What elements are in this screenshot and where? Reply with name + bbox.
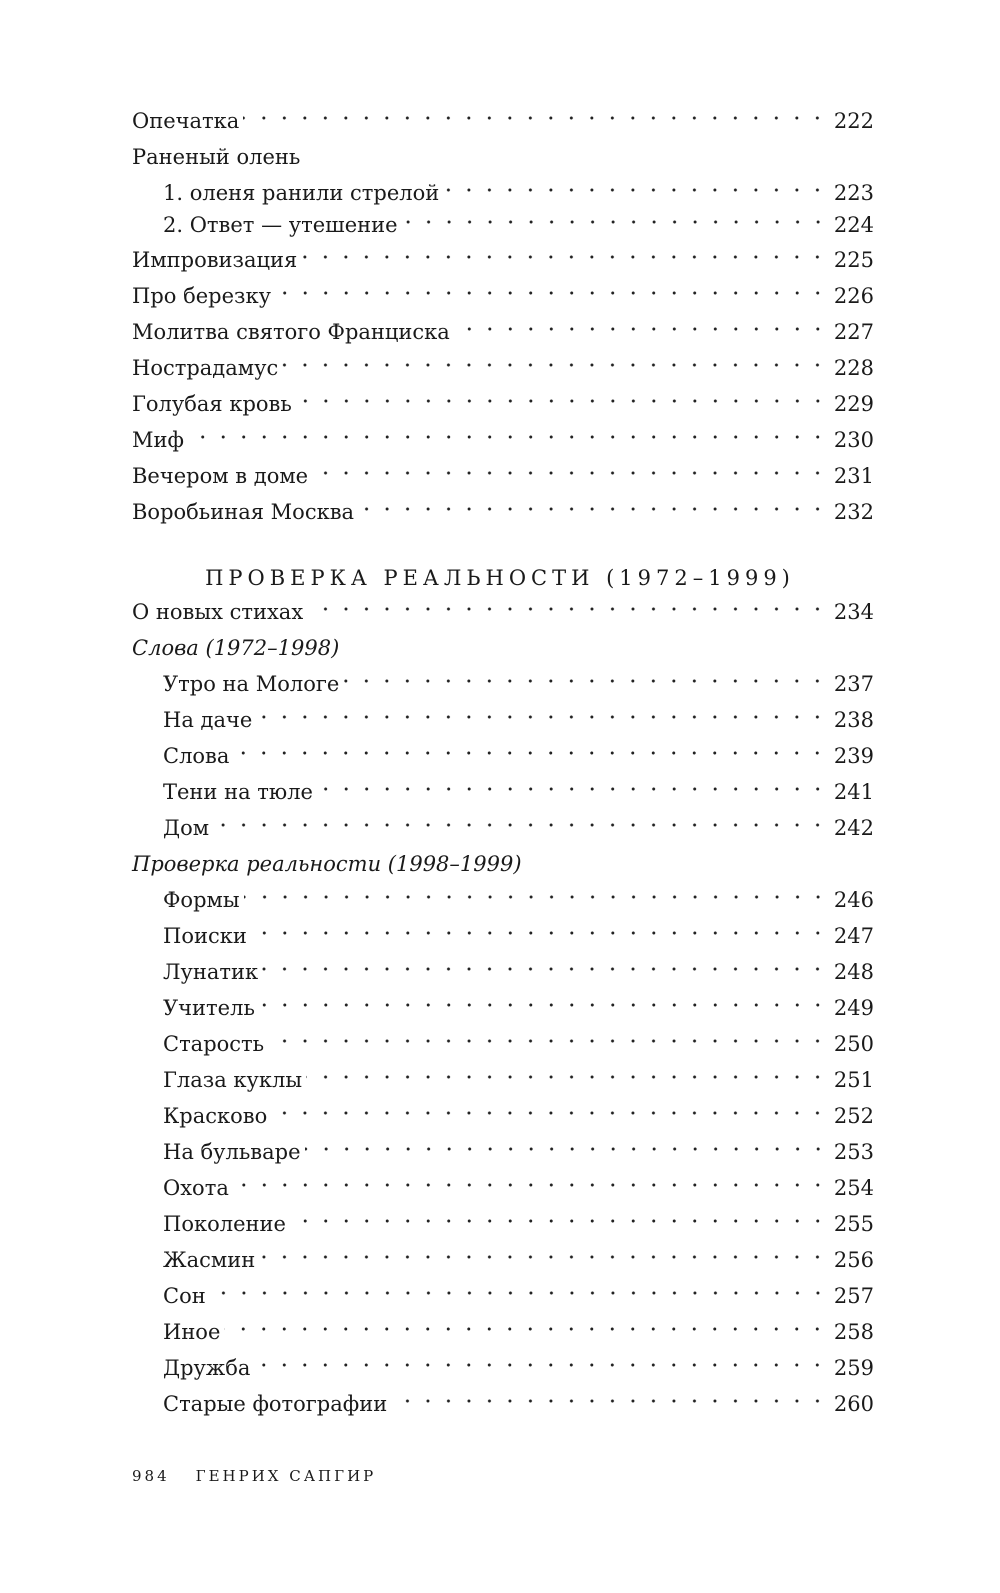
entry-page: 230: [833, 428, 874, 452]
entry-page: 234: [833, 600, 874, 624]
toc-entry: [163, 1173, 874, 1203]
entry-title: Дружба: [163, 1356, 251, 1380]
toc-entry: [132, 281, 874, 311]
entry-title: Учитель: [163, 996, 255, 1020]
entry-page: 232: [833, 500, 874, 524]
entry-page: 256: [833, 1248, 874, 1272]
entry-title: 1. оленя ранили стрелой: [163, 181, 440, 205]
toc-entry: [163, 178, 874, 208]
toc-entry: [163, 210, 874, 240]
dot-leader: [290, 1209, 828, 1239]
toc-entry: [163, 885, 874, 915]
entry-page: 258: [833, 1320, 874, 1344]
dot-leader: [188, 425, 828, 455]
entry-title: Сон: [163, 1284, 206, 1308]
entry-title: Охота: [163, 1176, 229, 1200]
entry-page: 248: [833, 960, 874, 984]
toc-entry: [163, 921, 874, 951]
entry-page: 242: [833, 816, 874, 840]
entry-title: Опечатка: [132, 109, 240, 133]
section-heading: ПРОВЕРКА РЕАЛЬНОСТИ (1972–1999): [205, 566, 795, 590]
toc-entry: [163, 1101, 874, 1131]
toc-entry: [163, 1281, 874, 1311]
entry-page: 254: [833, 1176, 874, 1200]
entry-page: 229: [833, 392, 874, 416]
toc-entry: [163, 1389, 874, 1419]
entry-title: Голубая кровь: [132, 392, 292, 416]
entry-page: 227: [833, 320, 874, 344]
entry-title: Раненый олень: [132, 145, 301, 169]
dot-leader: [268, 1029, 828, 1059]
entry-page: 225: [833, 248, 874, 272]
dot-leader: [243, 106, 828, 136]
toc-entry: [132, 425, 874, 455]
entry-page: 259: [833, 1356, 874, 1380]
toc-entry: [132, 353, 874, 383]
entry-page: 252: [833, 1104, 874, 1128]
entry-title: Миф: [132, 428, 184, 452]
entry-title: Слова: [163, 744, 230, 768]
toc-entry: [163, 669, 874, 699]
entry-title: На бульваре: [163, 1140, 301, 1164]
toc-entry: [132, 389, 874, 419]
entry-title: Проверка реальности (1998–1999): [132, 852, 522, 876]
toc-entry: [163, 993, 874, 1023]
dot-leader: [244, 885, 828, 915]
entry-page: 237: [833, 672, 874, 696]
dot-leader: [391, 1389, 828, 1419]
entry-title: 2. Ответ — утешение: [163, 213, 398, 237]
toc-entry: [163, 813, 874, 843]
entry-title: Молитва святого Франциска: [132, 320, 450, 344]
dot-leader: [213, 813, 828, 843]
toc-entry: [132, 317, 874, 347]
toc-entry: [163, 705, 874, 735]
dot-leader: [317, 777, 828, 807]
dot-leader: [251, 921, 828, 951]
entry-title: Красково: [163, 1104, 268, 1128]
dot-leader: [259, 993, 828, 1023]
toc-group-heading: [132, 142, 874, 172]
entry-title: Глаза куклы: [163, 1068, 303, 1092]
toc-entry: [132, 597, 874, 627]
entry-page: 239: [833, 744, 874, 768]
entry-title: Импровизация: [132, 248, 298, 272]
toc-entry: [163, 1065, 874, 1095]
entry-title: Про березку: [132, 284, 271, 308]
toc-entry: [132, 461, 874, 491]
dot-leader: [358, 497, 828, 527]
entry-page: 246: [833, 888, 874, 912]
dot-leader: [233, 1173, 828, 1203]
entry-page: 249: [833, 996, 874, 1020]
entry-page: 222: [833, 109, 874, 133]
toc-group-heading: [132, 633, 874, 663]
entry-page: 253: [833, 1140, 874, 1164]
entry-title: Воробьиная Москва: [132, 500, 355, 524]
dot-leader: [301, 245, 828, 275]
entry-title: На даче: [163, 708, 253, 732]
dot-leader: [233, 741, 828, 771]
entry-title: Жасмин: [163, 1248, 256, 1272]
entry-title: Дом: [163, 816, 210, 840]
dot-leader: [210, 1281, 828, 1311]
footer-page-number: 984: [132, 1467, 170, 1485]
toc-entry: [163, 1353, 874, 1383]
dot-leader: [275, 281, 828, 311]
toc-entry: [132, 497, 874, 527]
entry-title: Старые фотографии: [163, 1392, 388, 1416]
toc-entry: [163, 1317, 874, 1347]
dot-leader: [307, 597, 828, 627]
entry-page: 226: [833, 284, 874, 308]
page-footer: [132, 1464, 402, 1488]
entry-title: Слова (1972–1998): [132, 636, 340, 660]
entry-title: Поиски: [163, 924, 247, 948]
dot-leader: [343, 669, 828, 699]
toc-group-heading: [132, 849, 874, 879]
entry-page: 223: [833, 181, 874, 205]
toc-entry: [163, 1209, 874, 1239]
dot-leader: [312, 461, 828, 491]
dot-leader: [282, 353, 828, 383]
toc-entry: [163, 741, 874, 771]
dot-leader: [443, 178, 828, 208]
dot-leader: [224, 1317, 828, 1347]
entry-page: 250: [833, 1032, 874, 1056]
entry-page: 231: [833, 464, 874, 488]
dot-leader: [262, 957, 828, 987]
entry-title: О новых стихах: [132, 600, 304, 624]
toc-entry: [132, 245, 874, 275]
entry-page: 238: [833, 708, 874, 732]
entry-title: Тени на тюле: [163, 780, 313, 804]
dot-leader: [402, 210, 828, 240]
entry-title: Формы: [163, 888, 240, 912]
entry-title: Вечером в доме: [132, 464, 309, 488]
dot-leader: [454, 317, 828, 347]
dot-leader: [306, 1065, 828, 1095]
dot-leader: [254, 1353, 828, 1383]
dot-leader: [271, 1101, 828, 1131]
toc-entry: [132, 106, 874, 136]
entry-page: 260: [833, 1392, 874, 1416]
dot-leader: [296, 389, 828, 419]
toc-entry: [163, 1245, 874, 1275]
entry-page: 251: [833, 1068, 874, 1092]
entry-page: 224: [833, 213, 874, 237]
dot-leader: [305, 1137, 828, 1167]
entry-title: Поколение: [163, 1212, 286, 1236]
toc-entry: [163, 1029, 874, 1059]
entry-page: 241: [833, 780, 874, 804]
entry-page: 228: [833, 356, 874, 380]
entry-page: 257: [833, 1284, 874, 1308]
dot-leader: [256, 705, 828, 735]
entry-title: Нострадамус: [132, 356, 279, 380]
footer-author: ГЕНРИХ САПГИР: [195, 1467, 377, 1485]
dot-leader: [259, 1245, 828, 1275]
toc-entry: [163, 957, 874, 987]
entry-page: 247: [833, 924, 874, 948]
entry-title: Лунатик: [163, 960, 259, 984]
toc-entry: [163, 777, 874, 807]
entry-page: 255: [833, 1212, 874, 1236]
entry-title: Утро на Мологе: [163, 672, 340, 696]
entry-title: Старость: [163, 1032, 265, 1056]
toc-entry: [163, 1137, 874, 1167]
entry-title: Иное: [163, 1320, 221, 1344]
